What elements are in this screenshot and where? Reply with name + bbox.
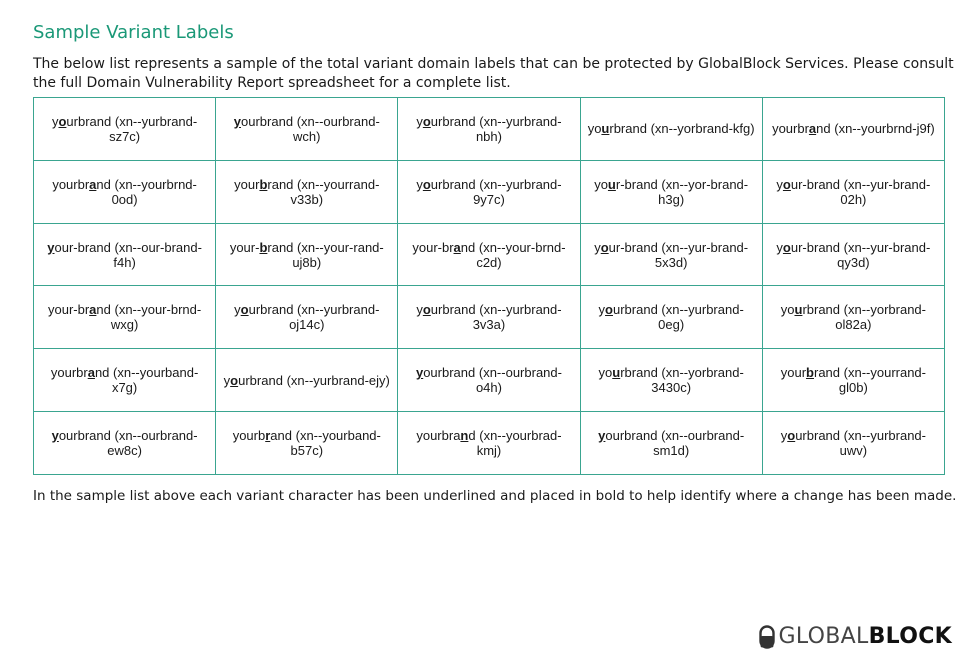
variant-character: y: [47, 239, 55, 255]
variant-character: a: [808, 121, 817, 137]
label-prefix: y: [51, 113, 59, 129]
punycode-label: (xn--yourrand-v33b): [290, 176, 380, 207]
label-suffix: ourbrand: [605, 428, 658, 444]
label-prefix: your-br: [47, 302, 90, 318]
label-suffix: ur-brand: [608, 239, 658, 255]
variant-character: y: [598, 428, 606, 444]
variant-character: y: [51, 428, 59, 444]
label-suffix: urbrand: [795, 428, 841, 444]
label-suffix: ourbrand: [241, 113, 294, 129]
label-prefix: y: [594, 239, 601, 255]
label-suffix: urbrand: [66, 113, 112, 129]
label-prefix: yourbr: [772, 121, 809, 137]
label-suffix: nd: [94, 365, 110, 381]
variant-character: o: [600, 239, 609, 255]
label-suffix: nd: [460, 239, 476, 255]
punycode-label: (xn--ourbrand-wch): [293, 113, 380, 144]
variant-cell: [398, 412, 580, 475]
variant-cell: [398, 286, 580, 349]
label-prefix: your-: [229, 239, 260, 255]
label-prefix: y: [234, 302, 241, 318]
label-suffix: ourbrand: [423, 365, 476, 381]
label-suffix: ourbrand: [58, 428, 111, 444]
variant-character: o: [58, 113, 67, 129]
punycode-label: (xn--yourbrad-kmj): [476, 428, 562, 459]
variant-character: o: [240, 302, 249, 318]
variant-character: o: [422, 302, 431, 318]
label-suffix: r-brand: [615, 176, 658, 192]
punycode-label: (xn--yurbrand-0eg): [658, 302, 744, 333]
label-prefix: y: [776, 176, 783, 192]
label-prefix: yourbr: [50, 365, 88, 381]
label-suffix: rand: [813, 365, 841, 381]
label-prefix: yourbra: [416, 428, 461, 444]
label-suffix: urbrand: [612, 302, 658, 318]
punycode-label: (xn--ourbrand-o4h): [475, 365, 562, 396]
variant-character: n: [460, 428, 469, 444]
label-suffix: urbrand: [238, 372, 283, 388]
variant-character: u: [794, 302, 803, 318]
label-suffix: rbrand: [620, 365, 658, 381]
label-prefix: your: [780, 365, 807, 381]
variant-cell: [216, 286, 398, 349]
variant-cell: [762, 98, 944, 161]
table-row: [34, 286, 945, 349]
punycode-label: (xn--your-rand-uj8b): [292, 239, 384, 270]
label-prefix: y: [416, 176, 423, 192]
label-prefix: y: [416, 113, 423, 129]
variant-character: a: [87, 365, 95, 381]
variant-cell: [398, 223, 580, 286]
label-prefix: yo: [598, 365, 613, 381]
label-prefix: y: [416, 302, 423, 318]
variant-character: r: [265, 428, 271, 444]
variant-cell: [34, 349, 216, 412]
variant-cell: [34, 286, 216, 349]
variant-cell: [580, 349, 762, 412]
variant-cell: [34, 223, 216, 286]
punycode-label: (xn--your-brnd-wxg): [110, 302, 202, 333]
table-row: [34, 349, 945, 412]
variant-cell: [580, 286, 762, 349]
logo-text-global: GLOBAL: [778, 624, 869, 649]
globalblock-logo: [759, 624, 952, 649]
variant-cell: [762, 349, 944, 412]
table-row: [34, 160, 945, 223]
variant-character: o: [782, 176, 791, 192]
variant-character: o: [230, 372, 239, 388]
variant-character: b: [806, 365, 814, 381]
label-prefix: yo: [780, 302, 795, 318]
variant-cell: [398, 160, 580, 223]
label-suffix: nd: [96, 302, 111, 318]
variant-character: y: [233, 113, 242, 129]
variant-cell: [216, 98, 398, 161]
variant-cell: [34, 98, 216, 161]
punycode-label: (xn--yurbrand-nbh): [475, 113, 562, 144]
variant-character: o: [787, 428, 796, 444]
punycode-label: (xn--yourband-b57c): [290, 428, 381, 459]
variant-character: a: [453, 239, 461, 255]
variant-cell: [762, 286, 944, 349]
variant-cell: [580, 223, 762, 286]
variant-character: u: [607, 176, 616, 192]
variant-character: a: [89, 302, 97, 318]
variant-character: o: [422, 113, 431, 129]
label-suffix: rbrand: [609, 121, 647, 137]
label-suffix: ur-brand: [790, 176, 841, 192]
punycode-label: (xn--yur-brand-qy3d): [837, 239, 931, 270]
variant-cell: [34, 412, 216, 475]
label-suffix: urbrand: [248, 302, 294, 318]
punycode-label: (xn--yurbrand-9y7c): [473, 176, 562, 207]
variant-cell: [762, 412, 944, 475]
variant-cell: [398, 349, 580, 412]
label-prefix: y: [598, 302, 606, 318]
label-suffix: nd: [96, 176, 111, 192]
punycode-label: (xn--yurbrand-3v3a): [472, 302, 562, 333]
punycode-label: (xn--yur-brand-5x3d): [654, 239, 749, 270]
variant-cell: [762, 160, 944, 223]
variant-character: y: [415, 365, 424, 381]
variant-cell: [398, 98, 580, 161]
label-prefix: yourbr: [52, 176, 90, 192]
punycode-label: (xn--yourbrnd-j9f): [834, 121, 935, 137]
punycode-label: (xn--yorbrand-3430c): [651, 365, 744, 396]
variant-cell: [580, 160, 762, 223]
label-prefix: y: [780, 428, 788, 444]
padlock-icon: [759, 625, 775, 649]
variant-cell: [216, 349, 398, 412]
section-heading: Sample Variant Labels: [33, 22, 234, 43]
label-suffix: urbrand: [430, 176, 476, 192]
label-suffix: urbrand: [430, 302, 476, 318]
punycode-label: (xn--yurbrand-ejy): [286, 372, 390, 388]
variant-cell: [580, 98, 762, 161]
punycode-label: (xn--ourbrand-ew8c): [107, 428, 198, 459]
variant-cell: [580, 412, 762, 475]
punycode-label: (xn--our-brand-f4h): [113, 239, 202, 270]
punycode-label: (xn--yorbrand-ol82a): [835, 302, 926, 333]
variant-labels-table: [33, 97, 945, 475]
variant-cell: [216, 412, 398, 475]
punycode-label: (xn--yur-brand-02h): [840, 176, 931, 207]
punycode-label: (xn--your-brnd-c2d): [476, 239, 566, 270]
label-suffix: rand: [267, 239, 294, 255]
table-row: [34, 98, 945, 161]
variant-character: o: [605, 302, 613, 318]
variant-character: o: [782, 239, 791, 255]
table-row: [34, 223, 945, 286]
punycode-label: (xn--yourrand-gl0b): [838, 365, 926, 396]
variant-cell: [216, 223, 398, 286]
punycode-label: (xn--yurbrand-oj14c): [289, 302, 380, 333]
punycode-label: (xn--ourbrand-sm1d): [653, 428, 745, 459]
label-suffix: d: [468, 428, 476, 444]
variant-cell: [762, 223, 944, 286]
label-prefix: yo: [587, 121, 602, 137]
variant-character: o: [422, 176, 431, 192]
intro-paragraph: The below list represents a sample of the total variant domain labels that can be protected by GlobalBlock Services. Please consult the full Domain Vulnerability Report spreadsheet for a complete list.: [33, 56, 954, 91]
variant-character: u: [612, 365, 621, 381]
label-prefix: yourb: [232, 428, 266, 444]
logo-text-block: BLOCK: [868, 624, 952, 649]
label-suffix: ur-brand: [790, 239, 841, 255]
punycode-label: (xn--yurbrand-uwv): [839, 428, 926, 459]
label-suffix: nd: [816, 121, 831, 137]
table-row: [34, 412, 945, 475]
label-prefix: y: [776, 239, 783, 255]
punycode-label: (xn--yourband-x7g): [111, 365, 199, 396]
variant-character: b: [259, 176, 268, 192]
label-prefix: y: [223, 372, 231, 388]
label-suffix: our-brand: [54, 239, 111, 255]
label-suffix: urbrand: [430, 113, 476, 129]
punycode-label: (xn--yor-brand-h3g): [658, 176, 749, 207]
variant-cell: [216, 160, 398, 223]
label-prefix: your: [234, 176, 260, 192]
variant-character: a: [89, 176, 97, 192]
variant-character: b: [259, 239, 268, 255]
label-suffix: rbrand: [802, 302, 841, 318]
punycode-label: (xn--yorbrand-kfg): [650, 121, 755, 137]
variant-cell: [34, 160, 216, 223]
punycode-label: (xn--yurbrand-sz7c): [109, 113, 198, 144]
punycode-label: (xn--yourbrnd-0od): [111, 176, 197, 207]
variant-character: u: [601, 121, 610, 137]
footnote-text: In the sample list above each variant character has been underlined and placed in bold to help identify where a change has been made.: [33, 488, 957, 504]
label-suffix: and: [270, 428, 292, 444]
label-prefix: yo: [594, 176, 608, 192]
label-suffix: rand: [267, 176, 294, 192]
label-prefix: your-br: [412, 239, 454, 255]
